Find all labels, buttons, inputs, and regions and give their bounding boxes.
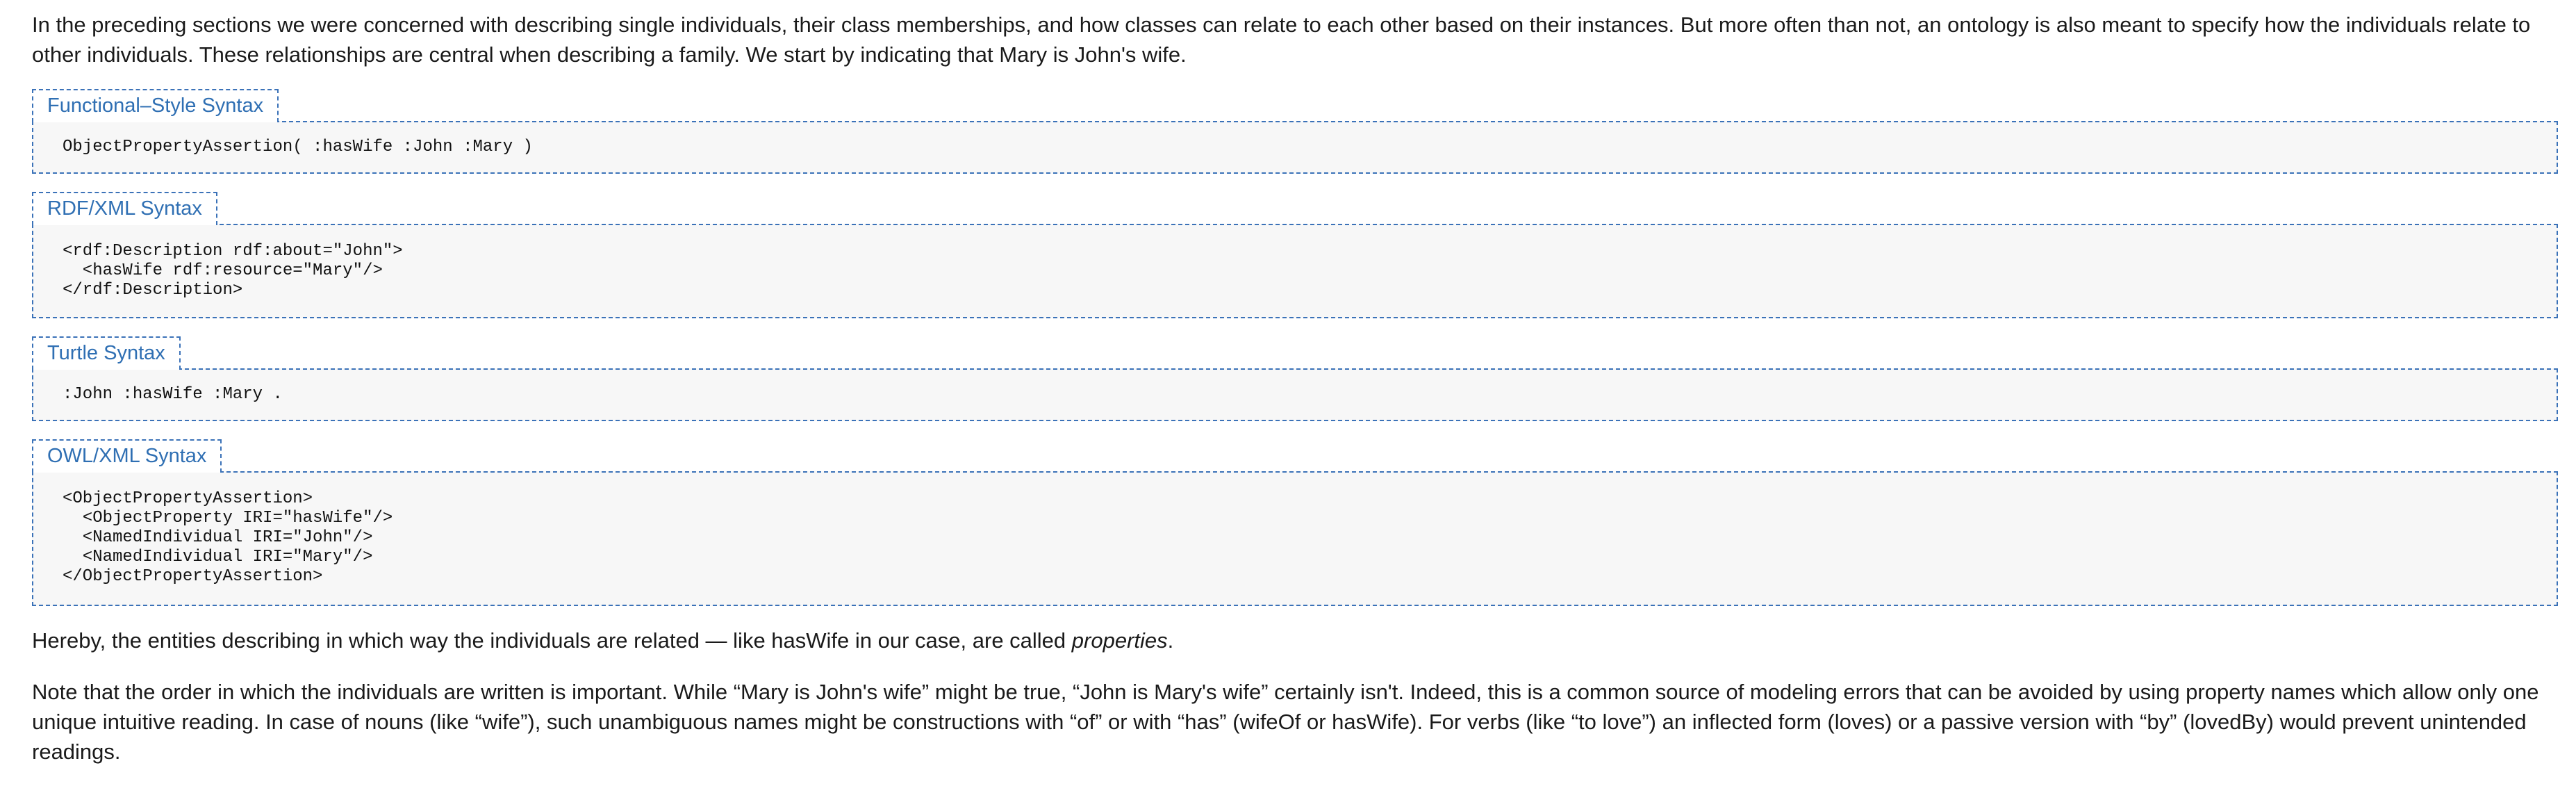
- turtle-syntax-code-box: [32, 368, 2558, 421]
- properties-term: properties: [1071, 628, 1168, 653]
- properties-text-before: Hereby, the entities describing in which way the individuals are related — like hasWife in our case, are called: [32, 628, 1072, 653]
- rdfxml-syntax-code: <rdf:Description rdf:about="John"> <hasWife rdf:resource="Mary"/> </rdf:Description>: [63, 242, 403, 300]
- functional-syntax-tab[interactable]: Functional–Style Syntax: [32, 89, 279, 122]
- owlxml-syntax-code-box: [32, 471, 2558, 606]
- owlxml-syntax-tab[interactable]: OWL/XML Syntax: [32, 439, 222, 473]
- properties-text-after: .: [1167, 628, 1174, 653]
- properties-paragraph: [32, 626, 2558, 655]
- document-content: [32, 10, 2558, 767]
- functional-syntax-code-box: [32, 121, 2558, 174]
- functional-syntax-code: ObjectPropertyAssertion( :hasWife :John :Mary ): [63, 138, 533, 156]
- owlxml-syntax-code: <ObjectPropertyAssertion> <ObjectProperty IRI="hasWife"/> <NamedIndividual IRI="John"/> <NamedIndividual IRI="Mary"/> </ObjectPropertyAssertion>: [63, 489, 393, 586]
- rdfxml-syntax-block: [32, 192, 2558, 318]
- turtle-syntax-code: :John :hasWife :Mary .: [63, 385, 283, 404]
- intro-paragraph: In the preceding sections we were concerned with describing single individuals, their class memberships, and how classes can relate to each other based on their instances. But more often than not, an ontology is also meant to specify how the individuals relate to other individuals. These relationships are central when describing a family. We start by indicating that Mary is John's wife.: [32, 13, 2531, 67]
- rdfxml-syntax-tab[interactable]: RDF/XML Syntax: [32, 192, 217, 225]
- rdfxml-syntax-code-box: [32, 224, 2558, 318]
- owlxml-syntax-block: [32, 439, 2558, 606]
- turtle-syntax-tab[interactable]: Turtle Syntax: [32, 336, 181, 370]
- note-paragraph: Note that the order in which the individuals are written is important. While “Mary is John's wife” might be true, “John is Mary's wife” certainly isn't. Indeed, this is a common source of modeling errors that can be avoided by using property names which allow only one unique intuitive reading. In case of nouns (like “wife”), such unambiguous names might be constructions with “of” or with “has” (wifeOf or hasWife). For verbs (like “to love”) an inflected form (loves) or a passive version with “by” (lovedBy) would prevent unintended readings.: [32, 680, 2539, 764]
- functional-syntax-block: [32, 89, 2558, 174]
- turtle-syntax-block: [32, 336, 2558, 421]
